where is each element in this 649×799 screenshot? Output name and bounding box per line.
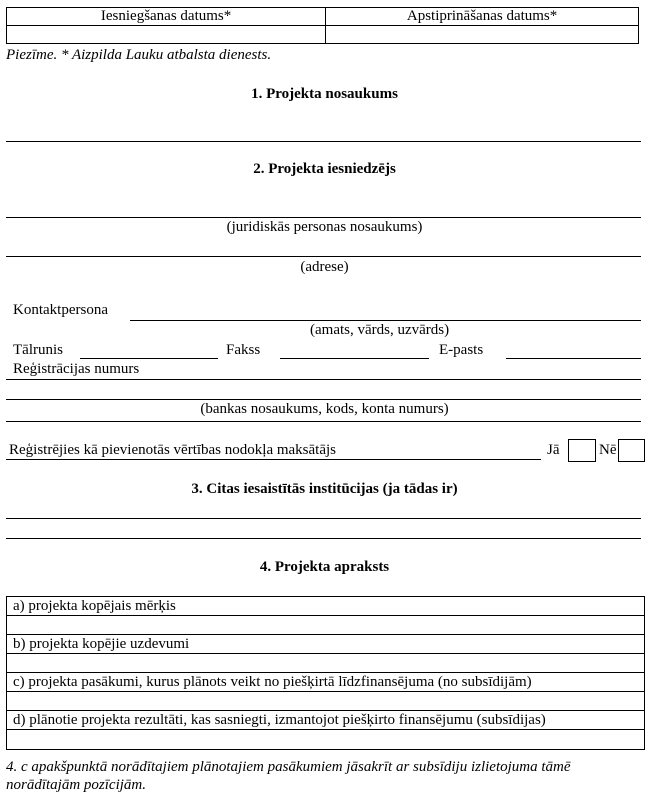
approval-date-field[interactable]	[326, 26, 639, 44]
dates-table	[6, 7, 639, 44]
fax-line[interactable]	[280, 358, 429, 359]
vat-yes-label: Jā	[547, 442, 560, 458]
legal-name-hint: (juridiskās personas nosaukums)	[226, 219, 423, 235]
bank-underline	[6, 421, 641, 422]
email-label: E-pasts	[439, 342, 484, 358]
institutions-line-2[interactable]	[6, 538, 641, 539]
contact-label: Kontaktpersona	[13, 302, 108, 318]
project-name-line[interactable]	[6, 141, 641, 142]
phone-line[interactable]	[80, 358, 218, 359]
contact-hint: (amats, vārds, uzvārds)	[310, 322, 450, 338]
contact-line[interactable]	[130, 320, 641, 321]
submission-date-header: Iesniegšanas datums*	[7, 8, 326, 26]
email-line[interactable]	[506, 358, 641, 359]
registration-label: Reģistrācijas numurs	[13, 361, 140, 377]
activities-field[interactable]	[7, 692, 644, 711]
vat-label: Reģistrējies kā pievienotās vērtības nodokļa maksātājs	[9, 442, 336, 458]
vat-no-checkbox[interactable]	[618, 439, 645, 462]
vat-line	[6, 459, 541, 460]
section-1-title: 1. Projekta nosaukums	[251, 86, 398, 102]
address-hint: (adrese)	[300, 259, 349, 275]
note: Piezīme. * Aizpilda Lauku atbalsta dienests.	[6, 47, 272, 63]
section-2-title: 2. Projekta iesniedzējs	[253, 161, 396, 177]
activities-label: c) projekta pasākumi, kurus plānots veikt no piešķirtā līdzfinansējuma (no subsīdijām)	[7, 673, 644, 692]
legal-name-line[interactable]	[6, 217, 641, 218]
goal-field[interactable]	[7, 616, 644, 635]
description-table	[6, 596, 645, 750]
goal-label: a) projekta kopējais mērķis	[7, 597, 644, 616]
bank-hint: (bankas nosaukums, kods, konta numurs)	[200, 401, 449, 417]
phone-label: Tālrunis	[13, 342, 63, 358]
address-line[interactable]	[6, 256, 641, 257]
institutions-line-1[interactable]	[6, 518, 641, 519]
section-4-title: 4. Projekta apraksts	[259, 559, 390, 575]
vat-no-label: Nē	[599, 442, 617, 458]
section-3-title: 3. Citas iesaistītās institūcijas (ja tādas ir)	[191, 481, 458, 497]
tasks-label: b) projekta kopējie uzdevumi	[7, 635, 644, 654]
registration-line[interactable]	[6, 379, 641, 380]
bank-line[interactable]	[6, 399, 641, 400]
results-label: d) plānotie projekta rezultāti, kas sasniegti, izmantojot piešķirto finansējumu (subsīdijas)	[7, 711, 644, 730]
approval-date-header: Apstiprināšanas datums*	[326, 8, 639, 26]
vat-yes-checkbox[interactable]	[568, 439, 596, 462]
tasks-field[interactable]	[7, 654, 644, 673]
fax-label: Fakss	[226, 342, 261, 358]
footnote: 4. c apakšpunktā norādītajiem plānotajiem pasākumiem jāsakrīt ar subsīdiju izlietojuma tāmē norādītajām pozīcijām.	[6, 759, 571, 793]
submission-date-field[interactable]	[7, 26, 326, 44]
results-field[interactable]	[7, 730, 644, 749]
